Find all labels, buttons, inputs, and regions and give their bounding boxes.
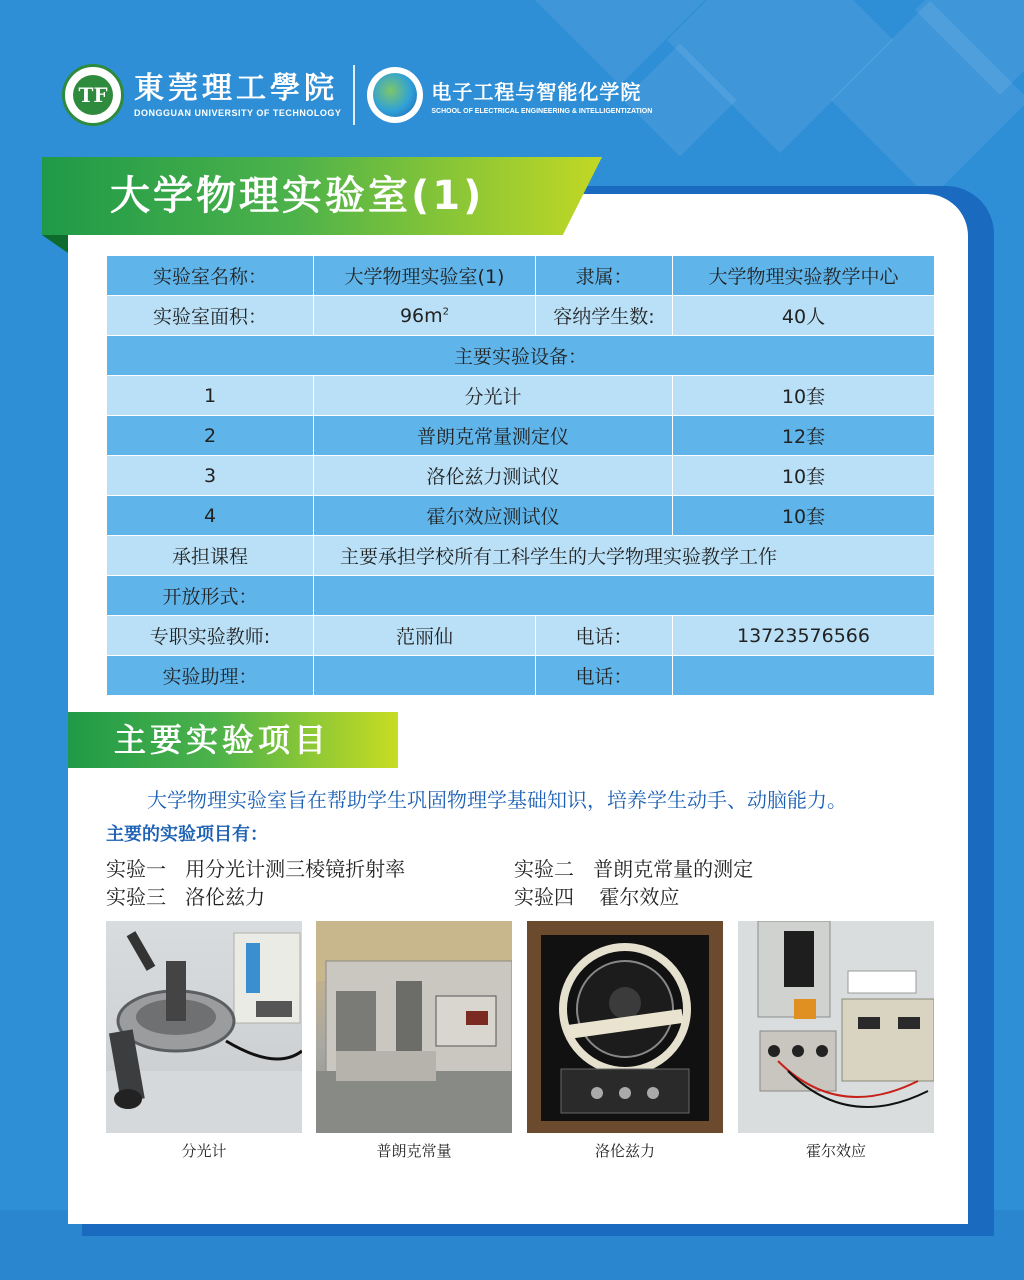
- assistant-phone-label: 电话：: [536, 656, 673, 696]
- teacher-phone-value: 13723576566: [673, 616, 935, 656]
- equipment-row: [107, 456, 935, 496]
- equipment-row: [107, 496, 935, 536]
- equipment-name: 霍尔效应测试仪: [314, 496, 673, 536]
- university-name-en: DONGGUAN UNIVERSITY OF TECHNOLOGY: [134, 108, 342, 118]
- section-title: 主要实验项目: [114, 721, 331, 759]
- experiment-item: 实验四 霍尔效应: [514, 885, 680, 909]
- course-label: 承担课程: [107, 536, 314, 576]
- page-title: 大学物理实验室(1): [110, 173, 485, 219]
- table-row: [107, 616, 935, 656]
- school-name-cn: 电子工程与智能化学院: [431, 79, 642, 104]
- equipment-row: [107, 416, 935, 456]
- assistant-label: 实验助理：: [107, 656, 314, 696]
- area-number: 96m: [399, 304, 443, 327]
- experiments-subhead: 主要的实验项目有：: [106, 824, 268, 845]
- capacity-value: 40人: [673, 296, 935, 336]
- belong-value: 大学物理实验教学中心: [673, 256, 935, 296]
- spectrometer-photo: [106, 921, 302, 1133]
- hall-effect-photo: [738, 921, 934, 1133]
- table-row: [107, 536, 935, 576]
- equipment-no: 4: [107, 496, 314, 536]
- equipment-qty: 10套: [673, 376, 935, 416]
- teacher-value: 范丽仙: [314, 616, 536, 656]
- equipment-name: 分光计: [314, 376, 673, 416]
- equipment-no: 1: [107, 376, 314, 416]
- equipment-row: [107, 376, 935, 416]
- equipment-header: 主要实验设备：: [107, 336, 935, 376]
- table-row: [107, 256, 935, 296]
- assistant-phone-value: [673, 656, 935, 696]
- course-value: 主要承担学校所有工科学生的大学物理实验教学工作: [314, 536, 935, 576]
- lab-name-label: 实验室名称：: [107, 256, 314, 296]
- photo-caption: 普朗克常量: [376, 1142, 452, 1160]
- photo-caption: 分光计: [181, 1142, 227, 1160]
- intro-text: 大学物理实验室旨在帮助学生巩固物理学基础知识，培养学生动手、动脑能力。: [147, 788, 847, 812]
- equipment-qty: 10套: [673, 456, 935, 496]
- photo-caption: 霍尔效应: [805, 1142, 866, 1160]
- assistant-value: [314, 656, 536, 696]
- experiment-item: 实验二 普朗克常量的测定: [514, 857, 754, 881]
- equipment-no: 3: [107, 456, 314, 496]
- university-logo-icon: TF: [62, 64, 124, 126]
- university-name-cn: 東莞理工學院: [134, 71, 338, 106]
- school-name-en: SCHOOL OF ELECTRICAL ENGINEERING & INTELLIGENTIZATION: [431, 107, 653, 115]
- open-label: 开放形式：: [107, 576, 314, 616]
- table-row: [107, 296, 935, 336]
- equipment-no: 2: [107, 416, 314, 456]
- experiment-item: 实验一 用分光计测三棱镜折射率: [106, 857, 406, 881]
- planck-photo: [316, 921, 512, 1133]
- lab-info-table: [106, 255, 935, 696]
- header-divider: [353, 65, 355, 125]
- teacher-label: 专职实验教师:: [107, 616, 314, 656]
- table-row: [107, 336, 935, 376]
- photo-caption: 洛伦兹力: [594, 1142, 655, 1160]
- equipment-qty: 12套: [673, 416, 935, 456]
- equipment-qty: 10套: [673, 496, 935, 536]
- lab-name-value: 大学物理实验室(1): [314, 256, 536, 296]
- capacity-label: 容纳学生数:: [536, 296, 673, 336]
- header: [62, 60, 652, 130]
- experiment-item: 实验三 洛伦兹力: [106, 885, 266, 909]
- university-name: [134, 72, 341, 118]
- school-name: [431, 76, 652, 115]
- equipment-name: 洛伦兹力测试仪: [314, 456, 673, 496]
- school-logo-icon: [367, 67, 423, 123]
- lorentz-photo: [527, 921, 723, 1133]
- equipment-name: 普朗克常量测定仪: [314, 416, 673, 456]
- table-row: [107, 576, 935, 616]
- teacher-phone-label: 电话：: [536, 616, 673, 656]
- area-value: [314, 296, 536, 336]
- area-label: 实验室面积：: [107, 296, 314, 336]
- table-row: [107, 656, 935, 696]
- area-unit-sup: 2: [442, 306, 450, 318]
- open-value: [314, 576, 935, 616]
- belong-label: 隶属：: [536, 256, 673, 296]
